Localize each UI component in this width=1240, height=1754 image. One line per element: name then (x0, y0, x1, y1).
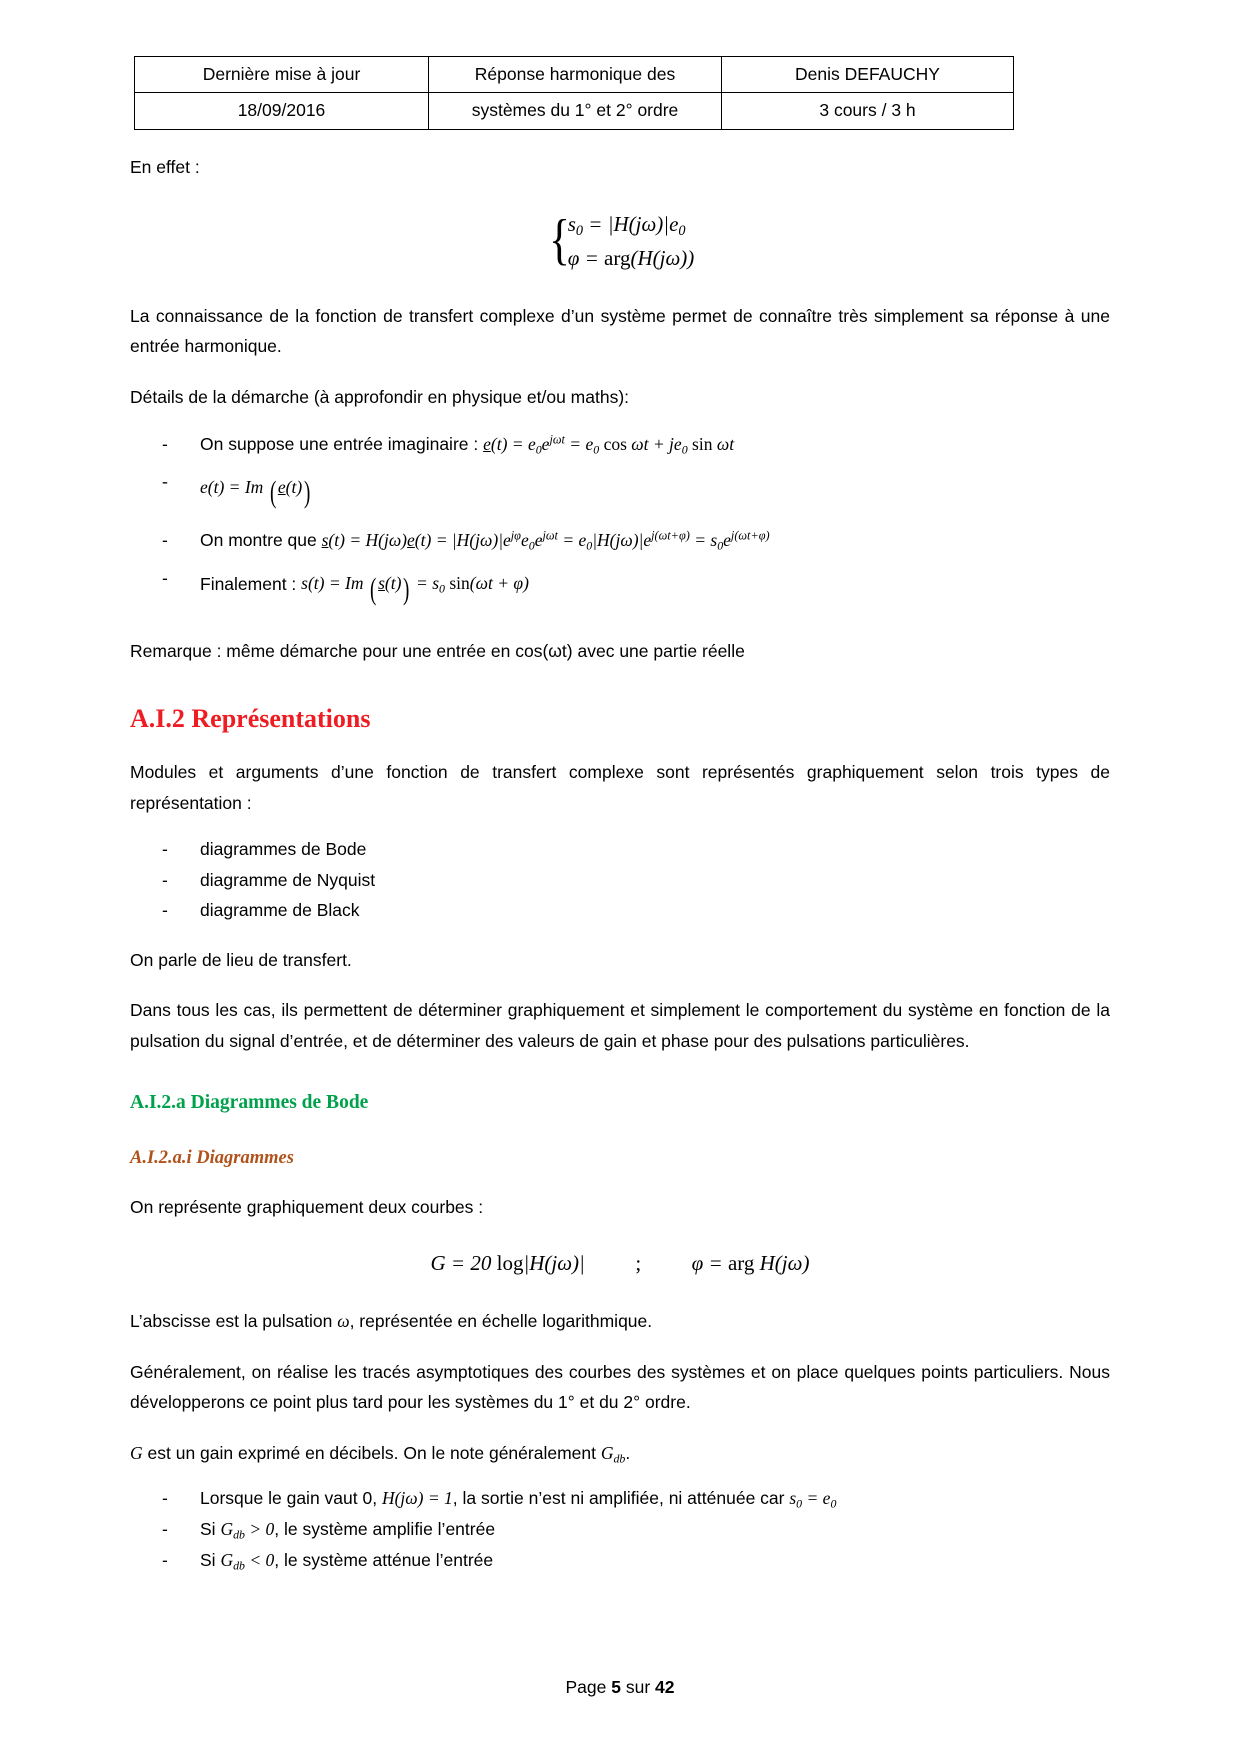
header-cell-author: Denis DEFAUCHY (722, 57, 1014, 93)
paragraph-generalement: Généralement, on réalise les tracés asymptotiques des courbes des systèmes et on place quelques points particuliers. Nous développerons ce point plus tard pour les systèmes du 1° et du 2° ordre. (130, 1361, 1110, 1413)
list-item-prefix: Finalement : (200, 573, 302, 594)
list-item: - diagramme de Nyquist (130, 865, 1110, 895)
table-row (135, 93, 1014, 129)
list-gain-cases (130, 1483, 1110, 1575)
math-gdb: $G_{db}$ (600, 1442, 626, 1466)
header-cell-title-line2: systèmes du 1° et 2° ordre (429, 93, 722, 129)
list-item-prefix: On suppose une entrée imaginaire : (200, 433, 484, 454)
list-item: - diagramme de Black (130, 895, 1110, 925)
math-entree-imaginaire: $e(t) = e_0e^{j\omega t} = e_0$ $\cos \omega t + je_0$ sin ωt (483, 432, 735, 456)
math-g: G (130, 1442, 143, 1463)
footer-total-pages: 42 (655, 1677, 675, 1697)
list-item-entree-imaginaire (130, 429, 1110, 460)
math-finalement: s(t) = Im ( $s(t)) = s_0$ sin(ωt + φ) (301, 571, 529, 606)
paragraph-en-effet: En effet : (130, 156, 200, 177)
footer-middle: sur (620, 1677, 656, 1697)
paragraph-abscisse: L’abscisse est la pulsation ω, représentée en échelle logarithmique. (130, 1310, 653, 1331)
list-item-gain-negative: - Si $G_{db} < 0$, le système atténue l’entrée (130, 1545, 1110, 1576)
footer-prefix: Page (565, 1677, 612, 1697)
paragraph-remarque: Remarque : même démarche pour une entrée en cos(ωt) avec une partie réelle (130, 641, 745, 662)
list-demarche (130, 429, 1110, 617)
equation-gain-phase (130, 1248, 1110, 1280)
math-phase: φ = arg H(jω) (691, 1251, 810, 1276)
heading-diagrammes: A.I.2.a.i Diagrammes (130, 1147, 294, 1168)
paragraph-connaissance: La connaissance de la fonction de transfert complexe d’un système permet de connaître très simplement sa réponse à une entrée harmonique. (130, 305, 1110, 357)
header-cell-title-line1: Réponse harmonique des (429, 57, 722, 93)
header-cell-last-update-date: 18/09/2016 (135, 93, 429, 129)
math-s0-equals-e0: $s_0 = e_0$ (789, 1487, 837, 1511)
math-hjw-equals-1: H(jω) = 1 (381, 1487, 453, 1508)
list-item-gain-zero: - Lorsque le gain vaut 0, H(jω) = 1, la sortie n’est ni amplifiée, ni atténuée car $s_0 = e_0$ (130, 1483, 1110, 1514)
math-e-im: e(t) = Im ( e(t)) (200, 474, 311, 509)
page-footer (0, 1677, 1240, 1698)
list-item-on-montre-que (130, 525, 1110, 556)
header-cell-last-update-label: Dernière mise à jour (135, 57, 429, 93)
equation-system-s0-phi (130, 208, 1110, 275)
list-item: - diagrammes de Bode (130, 834, 1110, 864)
table-row (135, 57, 1014, 93)
heading-representations: A.I.2 Représentations (130, 703, 371, 733)
footer-page-number: 5 (611, 1677, 621, 1697)
heading-diagrammes-de-bode: A.I.2.a Diagrammes de Bode (130, 1091, 369, 1113)
equation-line-phi: φ = arg(H(jω)) (567, 246, 695, 271)
paragraph-deux-courbes: On représente graphiquement deux courbes : (130, 1196, 484, 1217)
paragraph-dans-tous-les-cas: Dans tous les cas, ils permettent de déterminer graphiquement et simplement le comportement du système en fonction de la pulsation du signal d’entrée, et de déterminer des valeurs de gain et phase pour des pulsations particulières. (130, 1000, 1110, 1051)
math-on-montre-que: $s(t) = H(j\omega)e(t) = |H(j\omega)|e^{j\varphi}e_0e^{j\omega t} = e_0|H(j\omega)|e^{j(\omega t+\varphi)} = s_0e^{j(\omega t+\varphi)}$ (321, 529, 770, 553)
paragraph-lieu-de-transfert: On parle de lieu de transfert. (130, 949, 352, 970)
list-item-gain-positive: - Si $G_{db} > 0$, le système amplifie l’entrée (130, 1514, 1110, 1545)
brace-glyph: { (548, 209, 570, 272)
equation-separator: ; (635, 1251, 642, 1276)
document-header-table (134, 56, 1014, 130)
math-gain: G = 20 log|H(jω)| (430, 1251, 585, 1276)
paragraph-gain-decibels: G est un gain exprimé en décibels. On le note généralement $G_{db}$. (130, 1442, 631, 1466)
math-gdb-gt-0: $G_{db} > 0$ (220, 1518, 275, 1542)
math-gdb-lt-0: $G_{db} < 0$ (220, 1549, 275, 1572)
list-item-prefix: On montre que (200, 530, 322, 551)
header-cell-course-count: 3 cours / 3 h (722, 93, 1014, 129)
math-omega: ω (337, 1310, 350, 1331)
list-item-finalement (130, 563, 1110, 617)
equation-line-s0: $s_0 = |H(j\omega)|e_0$ (567, 212, 686, 240)
list-representation-types (130, 834, 1110, 924)
paragraph-modules-arguments: Modules et arguments d’une fonction de transfert complexe sont représentés graphiquement selon trois types de représentation : (130, 762, 1110, 813)
list-item-e-im (130, 466, 1110, 520)
paragraph-details-demarche: Détails de la démarche (à approfondir en physique et/ou maths): (130, 387, 630, 408)
